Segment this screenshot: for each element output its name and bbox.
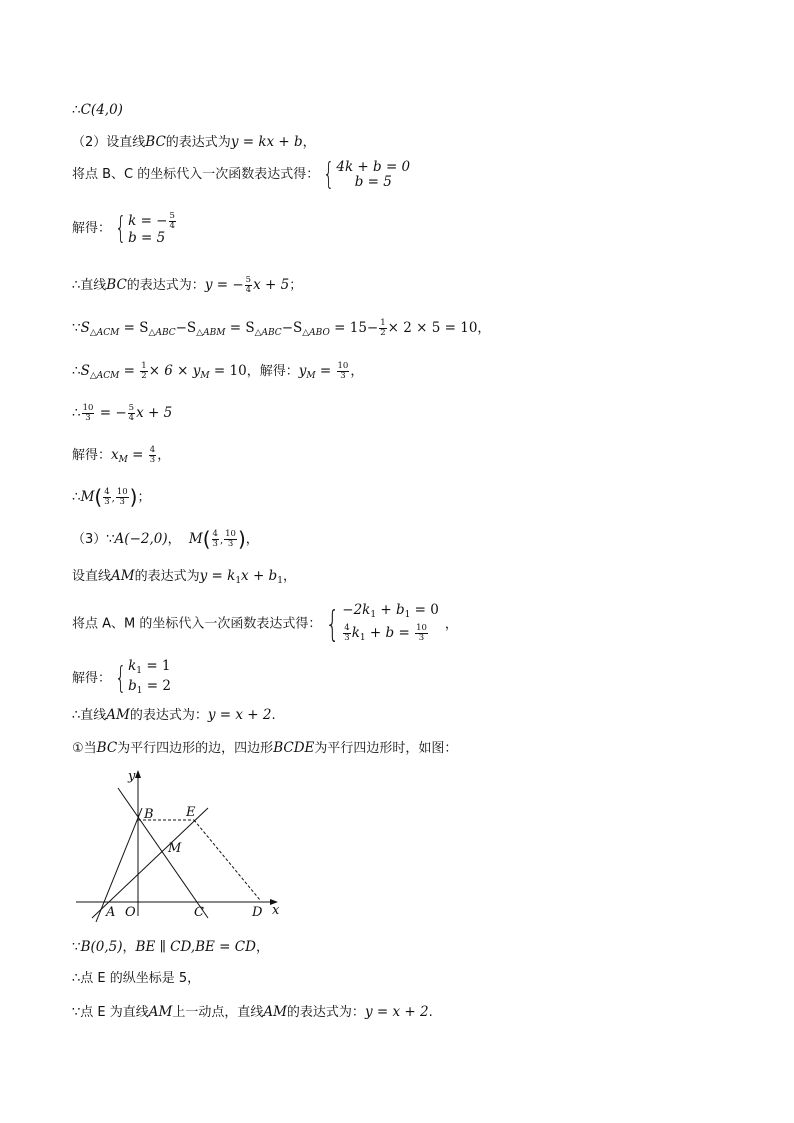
math-part: y <box>298 363 307 379</box>
math-part: x <box>111 447 119 463</box>
label-e: E <box>186 805 196 820</box>
denominator: 4 <box>169 221 175 231</box>
text-mid: ，解得： <box>246 364 299 379</box>
paren-open: ( <box>94 485 103 509</box>
fraction <box>103 488 110 507</box>
text-mid: 为平行四边形的边，四边形 <box>117 741 274 756</box>
area-s: S <box>80 320 90 336</box>
label-c: C <box>194 905 204 920</box>
text-prefix: 解得： <box>72 671 112 686</box>
fraction <box>169 212 176 231</box>
text-end: 为平行四边形时，如图： <box>314 741 458 756</box>
subscript: △ACM <box>89 328 120 338</box>
line-name: BC <box>96 740 118 756</box>
line-area-acm <box>72 319 490 342</box>
expression: y = x + 2 <box>207 707 272 723</box>
text-prefix: 解得： <box>72 221 112 236</box>
line-solve-ym <box>72 362 363 385</box>
expression: BE ∥ CD,BE = CD <box>135 939 256 955</box>
math-part: b <box>128 678 137 694</box>
text-prefix: 设直线 <box>72 569 112 584</box>
fraction <box>149 446 156 465</box>
math-part: = 1 <box>142 658 171 674</box>
fraction <box>337 362 350 381</box>
denominator: 2 <box>141 371 147 381</box>
text-prefix: ∴直线 <box>72 708 107 723</box>
eq-row-1: 4k + b = 0 <box>336 159 411 175</box>
denominator: 4 <box>128 413 135 423</box>
geometry-figure <box>72 766 292 926</box>
denominator: 3 <box>119 497 125 507</box>
text-prefix: 将点 B、C 的坐标代入一次函数表达式得： <box>72 167 320 182</box>
solution-system <box>111 212 177 246</box>
y-axis-arrow <box>135 770 141 778</box>
text-mid: 的表达式为： <box>129 708 208 723</box>
separator: ， <box>167 532 189 547</box>
brace: { <box>114 661 127 696</box>
fraction <box>224 530 237 549</box>
math-part: = 10 <box>209 363 247 379</box>
paren-close: ) <box>237 527 246 551</box>
line-name: AM <box>111 568 135 584</box>
subscript: 1 <box>136 666 143 676</box>
text-prefix: ①当 <box>72 741 97 756</box>
point-m: M <box>188 531 203 547</box>
text-mid: 的表达式为 <box>134 569 200 584</box>
subscript: 1 <box>359 633 366 643</box>
line-part3-points <box>72 527 259 551</box>
subscript: 1 <box>235 576 242 586</box>
line-e-ordinate <box>72 970 200 988</box>
math-part: −S <box>281 320 303 336</box>
subscript: 1 <box>277 576 283 586</box>
therefore-symbol: ∴ <box>72 489 81 505</box>
line-set-am <box>72 567 296 590</box>
numerator: 1 <box>380 318 386 328</box>
text-end: ， <box>255 940 269 955</box>
equation-system <box>321 602 439 647</box>
expr-rhs: x + 5 <box>253 277 290 293</box>
math-part: + b <box>376 602 405 618</box>
math-part: k <box>128 658 137 674</box>
math-part: × 2 × 5 = 10 <box>387 320 478 336</box>
subscript: △ABM <box>196 328 226 338</box>
line-solve-bc <box>72 212 177 246</box>
label-y: y <box>128 769 136 784</box>
text-prefix: （3）∵ <box>72 532 115 547</box>
subscript: 1 <box>370 610 377 620</box>
label-m: M <box>168 841 182 856</box>
fraction <box>116 488 129 507</box>
subscript: △ABO <box>302 328 330 338</box>
numerator: 10 <box>82 403 94 413</box>
math-part: −2k <box>342 602 371 618</box>
line-name: BC <box>106 277 127 293</box>
line-name: AM <box>148 1004 173 1020</box>
line-name: AM <box>263 1004 287 1020</box>
fraction <box>245 276 252 295</box>
fraction <box>82 404 95 423</box>
numerator: 10 <box>225 529 236 539</box>
math-part: = S <box>225 320 255 336</box>
math-part: y = k <box>199 568 236 584</box>
math-part: x + 5 <box>136 405 173 421</box>
therefore-symbol: ∴ <box>72 363 81 379</box>
subscript: △ABC <box>254 328 282 338</box>
subscript: 1 <box>404 610 411 620</box>
eq-row-2: b = 5 <box>354 174 392 190</box>
denominator: 3 <box>227 539 234 549</box>
line-be-parallel <box>72 938 269 957</box>
text-end: ， <box>477 321 491 336</box>
because-symbol: ∵ <box>72 320 81 336</box>
text-end: ； <box>137 490 151 505</box>
math-part: = 15− <box>329 320 379 336</box>
label-x: x <box>272 903 280 918</box>
numerator: 5 <box>245 275 252 285</box>
subscript: △ABC <box>148 328 176 338</box>
text-prefix: ∴直线 <box>72 278 107 293</box>
line-case-1 <box>72 739 457 758</box>
text-end: ， <box>350 364 364 379</box>
math-part: −S <box>175 320 197 336</box>
brace: { <box>325 603 340 645</box>
text-end: . <box>428 1005 433 1020</box>
equation-system <box>319 157 411 192</box>
math-part: x + b <box>241 568 278 584</box>
brace: { <box>323 157 335 192</box>
paren-close: ) <box>129 485 138 509</box>
subscript: M <box>200 371 210 381</box>
text-prefix: ∵点 E 为直线 <box>72 1005 149 1020</box>
numerator: 10 <box>116 487 128 497</box>
math-part: = − <box>95 405 127 421</box>
because-symbol: ∵ <box>72 939 81 955</box>
denominator: 3 <box>418 633 425 643</box>
denominator: 3 <box>344 633 350 643</box>
fraction <box>212 530 219 549</box>
text-prefix: （2）设直线 <box>72 135 146 150</box>
point-a: A(−2,0) <box>114 531 168 547</box>
area-s: S <box>80 363 90 379</box>
segment-ed <box>194 820 260 900</box>
math-part: = 0 <box>410 602 439 618</box>
subscript: △ACM <box>89 371 120 381</box>
text-mid: 的表达式为： <box>126 278 205 293</box>
text-end: ， <box>444 616 458 632</box>
numerator: 4 <box>149 445 156 455</box>
text-mid: 的表达式为 <box>165 135 231 150</box>
text-end: ； <box>289 278 303 293</box>
denominator: 3 <box>340 371 346 381</box>
label-a: A <box>106 905 116 920</box>
line-e-on-am <box>72 1003 433 1022</box>
expr-lhs: y = − <box>204 277 244 293</box>
text-end: ， <box>302 135 316 150</box>
math-part: = <box>127 447 148 463</box>
numerator: 4 <box>344 623 350 633</box>
fraction <box>415 624 428 643</box>
comma: , <box>219 535 224 546</box>
comma: , <box>111 493 115 504</box>
therefore-symbol: ∴ <box>72 405 81 421</box>
line-set-bc <box>72 133 316 152</box>
fraction <box>140 362 147 381</box>
math-part: = <box>119 363 140 379</box>
point-c: C(4,0) <box>80 102 123 118</box>
point-b: B(0,5) <box>80 939 123 955</box>
line-name: BC <box>145 134 166 150</box>
text-prefix: 解得： <box>72 448 112 463</box>
text-end: ， <box>282 569 296 584</box>
line-bc-expression <box>72 276 302 295</box>
subscript: 1 <box>136 686 143 696</box>
brace: { <box>114 211 127 246</box>
numerator: 10 <box>337 361 349 371</box>
line-substitute-ym <box>72 404 172 423</box>
eq-row-1-left: k = − <box>128 213 168 229</box>
text-end: . <box>271 708 276 723</box>
numerator: 4 <box>212 529 218 539</box>
math-part: k <box>351 625 360 641</box>
numerator: 5 <box>128 403 135 413</box>
math-part: × 6 × y <box>148 363 201 379</box>
text-end: ， <box>157 448 171 463</box>
text-mid: ， <box>122 940 136 955</box>
label-o: O <box>125 905 136 920</box>
math-part: = S <box>119 320 149 336</box>
text: ∴点 E 的纵坐标是 5， <box>72 971 201 986</box>
fraction <box>128 404 135 423</box>
expression: y = x + 2 <box>364 1004 429 1020</box>
therefore-symbol: ∴ <box>72 102 81 118</box>
numerator: 5 <box>169 211 175 221</box>
line-name: AM <box>106 707 130 723</box>
denominator: 3 <box>149 455 156 465</box>
line-substitute-am <box>72 602 458 647</box>
line-am-expression <box>72 706 276 725</box>
subscript: M <box>306 371 316 381</box>
numerator: 4 <box>104 487 110 497</box>
text-end: ， <box>245 532 259 547</box>
text-mid: 上一动点，直线 <box>172 1005 264 1020</box>
text-prefix: 将点 A、M 的坐标代入一次函数表达式得： <box>72 616 322 632</box>
fraction <box>379 319 386 338</box>
label-d: D <box>252 905 263 920</box>
solution-system <box>111 659 171 699</box>
denominator: 2 <box>380 328 386 338</box>
subscript: M <box>118 455 128 465</box>
line-solve-am <box>72 659 171 699</box>
text-mid: 的表达式为： <box>286 1005 365 1020</box>
line-point-m <box>72 485 151 509</box>
paren-open: ( <box>202 527 211 551</box>
line-solve-xm <box>72 446 170 469</box>
expression: y = kx + b <box>230 134 303 150</box>
line-substitute-bc <box>72 157 411 192</box>
math-part: = 2 <box>142 678 171 694</box>
fraction <box>343 624 350 643</box>
denominator: 3 <box>85 413 91 423</box>
math-part: + b = <box>365 625 415 641</box>
line-c-point <box>72 101 123 119</box>
label-b: B <box>144 807 154 822</box>
point-m: M <box>80 489 95 505</box>
denominator: 3 <box>104 497 110 507</box>
numerator: 10 <box>416 623 427 633</box>
numerator: 1 <box>141 361 147 371</box>
denominator: 3 <box>212 539 218 549</box>
math-part: = <box>315 363 336 379</box>
eq-row-2: b = 5 <box>128 230 166 246</box>
quad-name: BCDE <box>273 740 315 756</box>
denominator: 4 <box>245 285 252 295</box>
